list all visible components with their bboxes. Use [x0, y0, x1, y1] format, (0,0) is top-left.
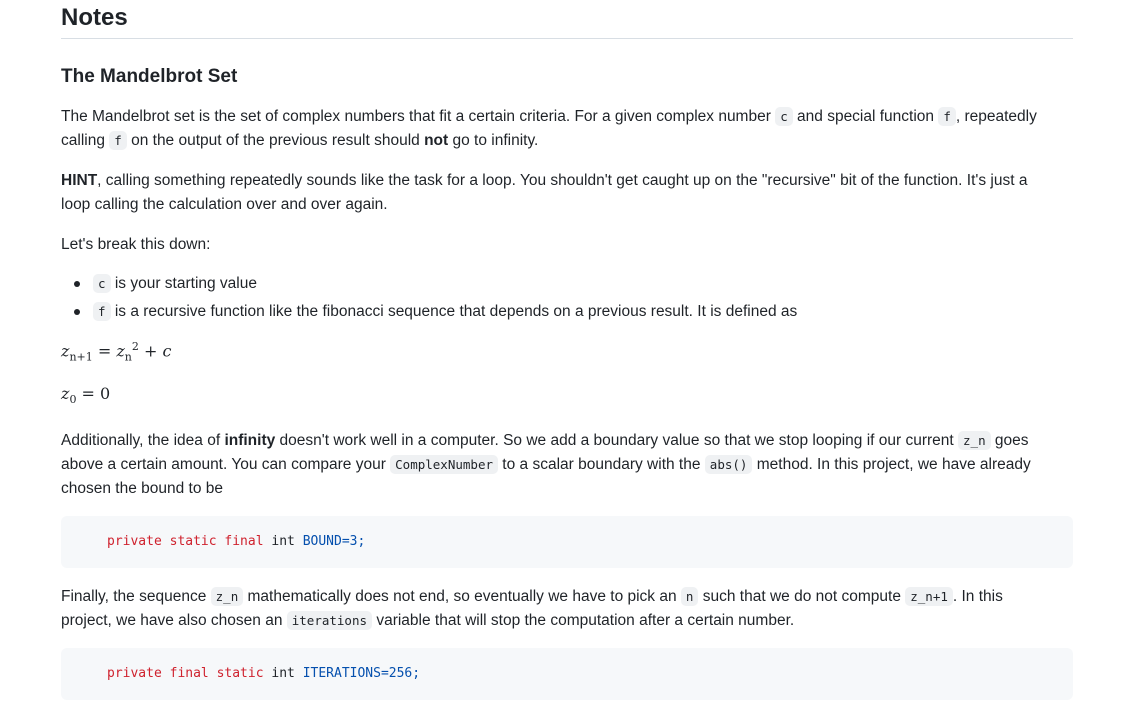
inline-code: z_n+1	[905, 587, 953, 606]
code-constant: BOUND=3;	[302, 534, 366, 549]
list-item	[61, 272, 1073, 300]
code-constant: ITERATIONS=256;	[302, 666, 421, 681]
math-var: c	[162, 341, 172, 361]
title-divider	[61, 38, 1073, 39]
code-line	[107, 665, 420, 683]
inline-code: n	[681, 587, 699, 606]
text: variable that will stop the computation after a certain number.	[372, 612, 795, 629]
code-keyword: private final static	[107, 666, 264, 681]
text: . In this	[952, 588, 1003, 605]
list-item-text: is a recursive function like the fibonacci sequence that depends on a previous result. It is defined as	[110, 303, 798, 320]
text: such that we do not compute	[698, 588, 906, 605]
text: , calling something repeatedly sounds like the task for a loop. You shouldn't get caught up on the "recursive" bit of the function. It's just a	[97, 172, 1028, 189]
math-sub: n+1	[69, 350, 93, 364]
math-var: z	[61, 384, 70, 403]
text: Additionally, the idea of	[61, 432, 225, 449]
list-item	[61, 300, 1073, 328]
math-sub: n	[124, 350, 132, 364]
inline-code: f	[93, 302, 111, 321]
math-op: +	[138, 341, 163, 361]
text: chosen the bound to be	[61, 480, 224, 497]
math-op: =	[76, 384, 101, 403]
text: on the output of the previous result should	[126, 132, 425, 149]
paragraph-iterations	[61, 585, 1073, 633]
definition-list	[61, 272, 1073, 328]
math-var: z	[61, 341, 70, 361]
code-block-bound	[61, 516, 1073, 568]
inline-code: abs()	[705, 455, 753, 474]
page-title: Notes	[61, 4, 128, 31]
bullet-icon	[74, 281, 80, 287]
text: project, we have also chosen an	[61, 612, 287, 629]
text: calling	[61, 132, 110, 149]
section-title: The Mandelbrot Set	[61, 66, 238, 87]
code-line	[107, 533, 365, 551]
bold-text: not	[424, 132, 449, 149]
bold-text: infinity	[224, 432, 276, 449]
text: and special function	[792, 108, 939, 125]
inline-code: z_n	[958, 431, 991, 450]
text: above a certain amount. You can compare your	[61, 456, 391, 473]
paragraph-infinity	[61, 429, 1073, 501]
code-keyword: private static final	[107, 534, 264, 549]
code-type: int	[271, 534, 295, 549]
text: Finally, the sequence	[61, 588, 211, 605]
inline-code: ComplexNumber	[390, 455, 498, 474]
code-block-iterations	[61, 648, 1073, 700]
initial-value-formula	[61, 384, 110, 406]
inline-code: c	[93, 274, 111, 293]
math-var: z	[116, 341, 125, 361]
text: goes	[990, 432, 1029, 449]
hint-label: HINT	[61, 172, 98, 189]
text: The Mandelbrot set is the set of complex numbers that fit a certain criteria. For a given complex number	[61, 108, 776, 125]
inline-code: c	[775, 107, 793, 126]
recurrence-formula	[61, 340, 171, 364]
text: to a scalar boundary with the	[498, 456, 705, 473]
text: go to infinity.	[448, 132, 539, 149]
inline-code: iterations	[287, 611, 372, 630]
inline-code: f	[938, 107, 956, 126]
paragraph-breakdown: Let's break this down:	[61, 236, 211, 253]
text: method. In this project, we have already	[752, 456, 1031, 473]
text: , repeatedly	[955, 108, 1037, 125]
inline-code: f	[109, 131, 127, 150]
inline-code: z_n	[211, 587, 244, 606]
bullet-icon	[74, 309, 80, 315]
paragraph-hint	[61, 169, 1073, 217]
math-value: 0	[100, 384, 111, 403]
code-type: int	[271, 666, 295, 681]
math-sub: 0	[69, 393, 77, 407]
math-sup: 2	[131, 340, 139, 353]
text: mathematically does not end, so eventually we have to pick an	[243, 588, 681, 605]
paragraph-intro	[61, 105, 1073, 153]
list-item-text: is your starting value	[110, 275, 257, 292]
text: loop calling the calculation over and over again.	[61, 196, 388, 213]
text: doesn't work well in a computer. So we add a boundary value so that we stop looping if our current	[275, 432, 959, 449]
math-op: =	[92, 341, 117, 361]
